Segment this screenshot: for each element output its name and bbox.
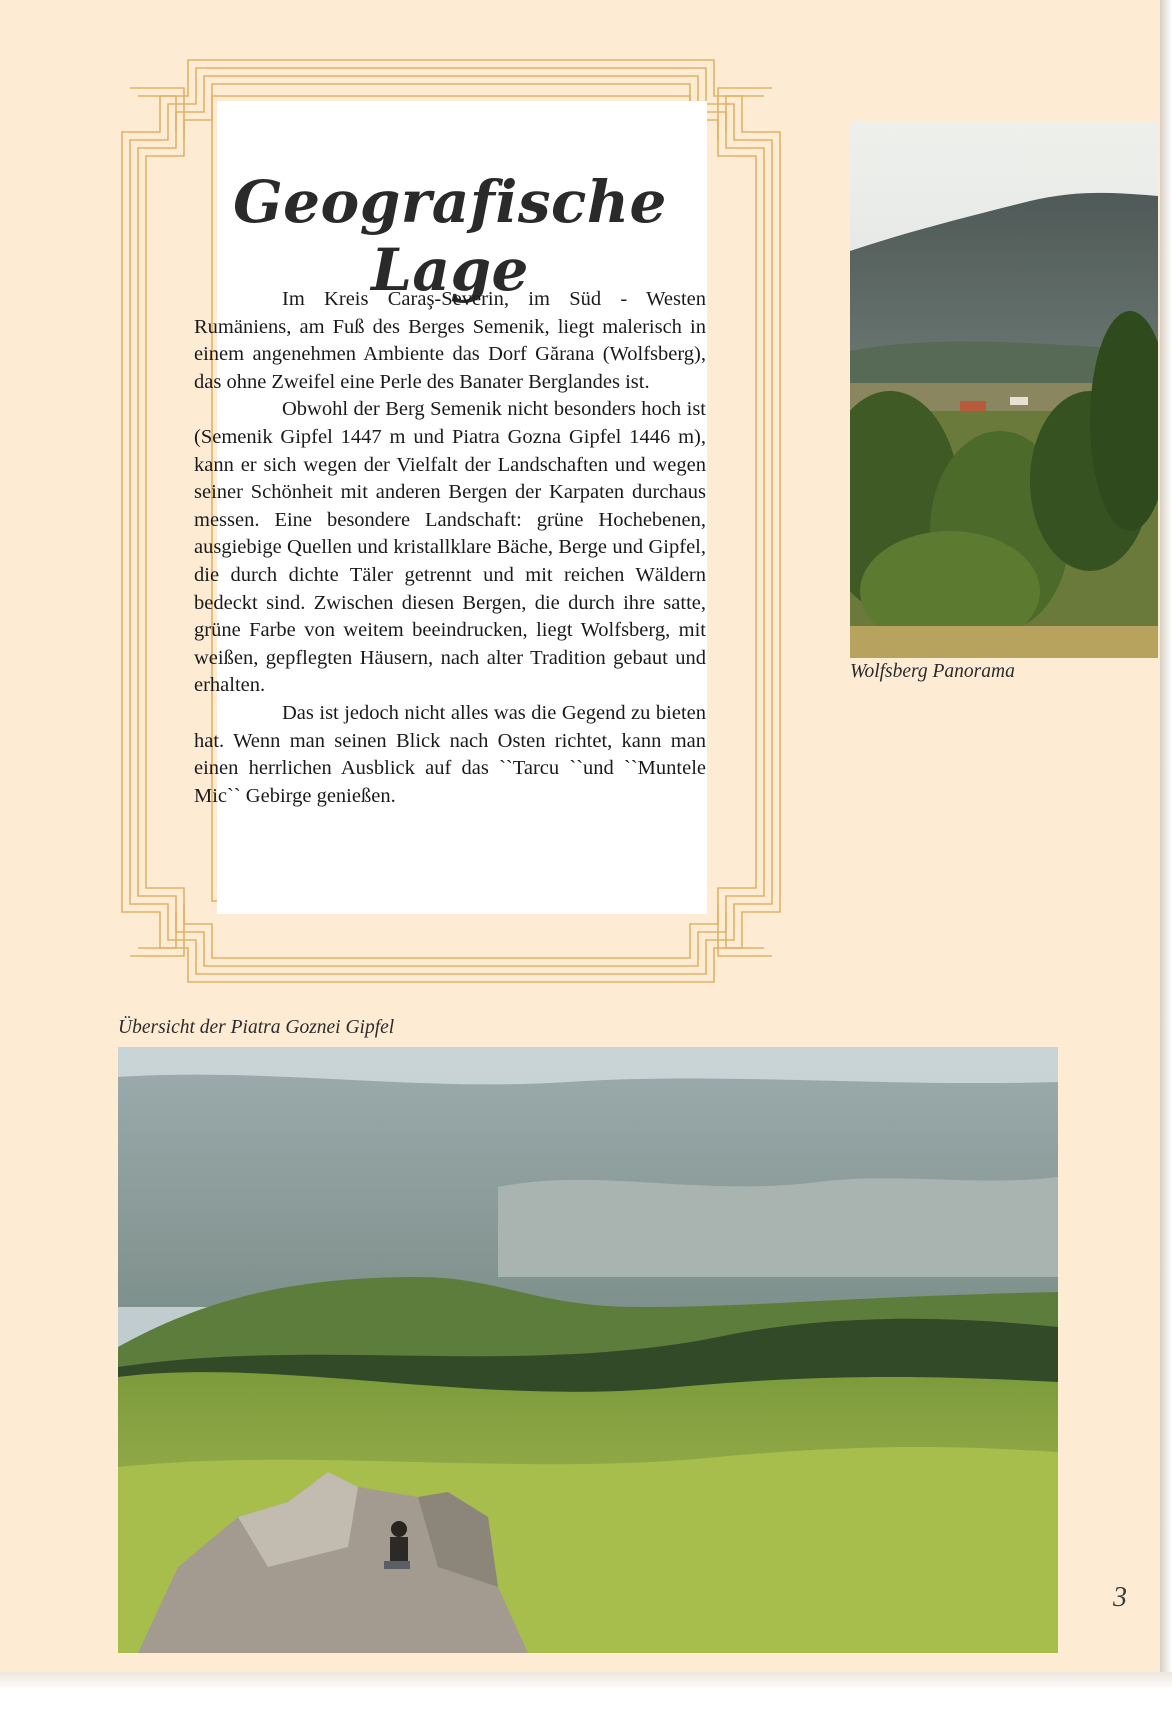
page-title: Geografische Lage (233, 168, 667, 304)
paragraph-view: Das ist jedoch nicht alles was die Gegend zu bieten hat. Wenn man seinen Blick nach Osten richtet, kann man einen herrlichen Ausblick auf das ``Tarcu ``und ``Muntele Mic`` Gebirge genießen. (194, 701, 706, 807)
scan-bottom-margin (0, 1672, 1172, 1731)
scan-edge-shadow (1160, 0, 1172, 1672)
article-body (194, 286, 706, 810)
panorama-image (850, 121, 1158, 658)
page-number: 3 (1113, 1582, 1127, 1613)
wolfsberg-panorama-photo (850, 121, 1158, 658)
caption-top-photo: Wolfsberg Panorama (850, 661, 1015, 682)
caption-bottom-photo: Übersicht der Piatra Goznei Gipfel (118, 1017, 395, 1038)
paragraph-location: Im Kreis Caraş-Severin, im Süd - Westen Rumäniens, am Fuß des Berges Semenik, liegt malerisch in einem angenehmen Ambiente das Dorf Gărana (Wolfsberg), das ohne Zweifel eine Perle des Banater Berglandes ist. (194, 288, 706, 393)
landscape-image (118, 1047, 1058, 1653)
paragraph-mountains: Obwohl der Berg Semenik nicht besonders hoch ist (Semenik Gipfel 1447 m und Piatra Gozna Gipfel 1446 m), kann er sich wegen der Vielfalt der Landschaften und wegen seiner Schönheit mit anderen Bergen der Karpaten durchaus messen. Eine besondere Landschaft: grüne Hochebenen, ausgiebige Quellen und kristallklare Bäche, Berge und Gipfel, die durch dichte Täler getrennt und mit reichen Wäldern bedeckt sind. Zwischen diesen Bergen, die durch ihre satte, grüne Farbe von weitem beeindrucken, liegt Wolfsberg, mit weißen, gepflegten Häusern, nach alter Tradition gebaut und erhalten. (194, 398, 706, 697)
piatra-goznei-photo (118, 1047, 1058, 1653)
